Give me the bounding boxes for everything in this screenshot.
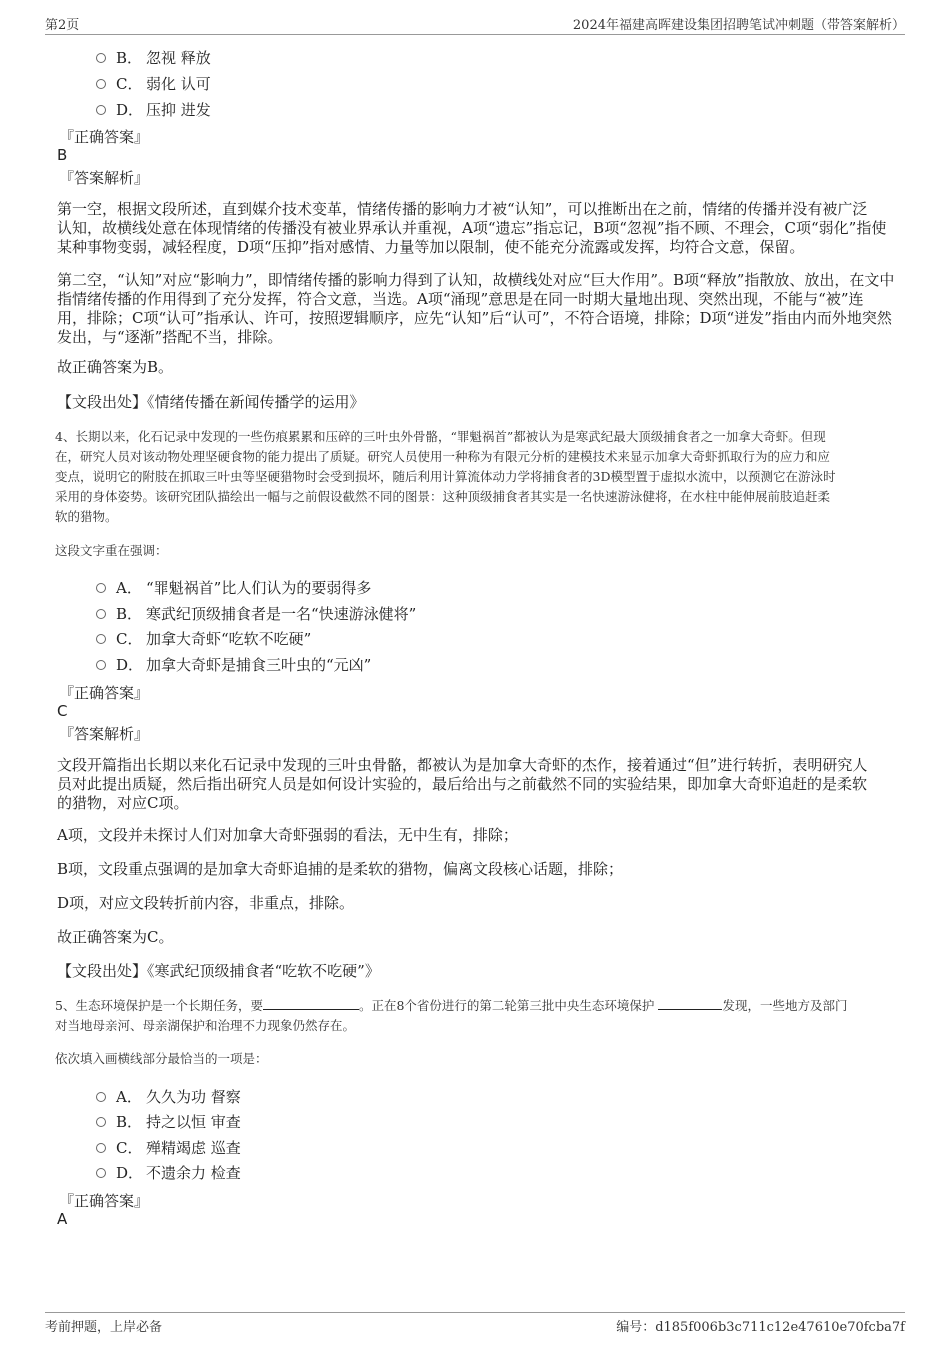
- footer-slogan: 考前押题，上岸必备: [45, 1320, 163, 1335]
- q5-option-b[interactable]: B． 持之以恒 审查: [96, 1111, 241, 1132]
- q4-analysis-d: D项，对应文段转折前内容，非重点，排除。: [57, 894, 355, 912]
- radio-icon[interactable]: [96, 1117, 106, 1127]
- document-title: 2024年福建高晖建设集团招聘笔试冲刺题（带答案解析）: [572, 18, 905, 33]
- document-code: 编号：d185f006b3c711c12e47610e70fcba7f: [616, 1320, 905, 1335]
- q3-option-d[interactable]: D． 压抑 进发: [96, 99, 211, 120]
- q5-option-a[interactable]: A． 久久为功 督察: [96, 1086, 241, 1107]
- blank-2: [658, 997, 722, 1010]
- q4-analysis-para-1: 文段开篇指出长期以来化石记录中发现的三叶虫骨骼，都被认为是加拿大奇虾的杰作，接着通过“但”进行转折，表明研究人 员对此提出质疑，然后指出研究人员是如何设计实验的，最后给出与之前截然不同的实验结果，即加拿大奇虾追赶的是柔软 的猎物，对应C项。: [57, 756, 868, 812]
- q4-source: 【文段出处】《寒武纪顶级捕食者“吃软不吃硬”》: [57, 962, 380, 980]
- radio-icon[interactable]: [96, 583, 106, 593]
- page-header: [45, 14, 905, 35]
- q3-option-b[interactable]: B． 忽视 释放: [96, 47, 211, 68]
- radio-icon[interactable]: [96, 1143, 106, 1153]
- q4-answer: C: [57, 702, 68, 720]
- q3-analysis-label: 『答案解析』: [59, 169, 150, 187]
- q5-option-d[interactable]: D． 不遗余力 检查: [96, 1162, 241, 1183]
- q3-answer: B: [57, 146, 68, 164]
- q3-analysis-para-2: 第二空，“认知”对应“影响力”，即情绪传播的影响力得到了认知，故横线处对应“巨大作用”。B项“释放”指散放、放出，在文中 指情绪传播的作用得到了充分发挥，符合文意，当选。A项“涌现”意思是在同一时期大量地出现、突然出现，不能与“被”连 用，排除；C项“认可”指承认、许可，按照逻辑顺序，应先“认知”后“认可”，不符合语境，排除；D项“迸发”指由内而外地突然 发出，与“逐渐”搭配不当，排除。: [57, 271, 895, 346]
- radio-icon[interactable]: [96, 1092, 106, 1102]
- radio-icon[interactable]: [96, 79, 106, 89]
- page-number: 第2页: [45, 18, 80, 33]
- page-footer: [45, 1312, 905, 1337]
- q3-option-c[interactable]: C． 弱化 认可: [96, 73, 211, 94]
- radio-icon[interactable]: [96, 105, 106, 115]
- q4-answer-label: 『正确答案』: [59, 684, 150, 702]
- q4-stem: 4、长期以来，化石记录中发现的一些伤痕累累和压碎的三叶虫外骨骼，“罪魁祸首”都被认为是寒武纪最大顶级捕食者之一加拿大奇虾。但现 在，研究人员对该动物处理坚硬食物的能力提出了质疑。研究人员使用一种称为有限元分析的建模技术来显示加拿大奇虾抓取行为的应力和应 变点，说明它的附肢在抓取三叶虫等坚硬猎物时会受到损坏，随后利用计算流体动力学将捕食者的3D模型置于虚拟水流中，以预测它在游泳时 采用的身体姿势。该研究团队描绘出一幅与之前假设截然不同的图景：这种顶级捕食者其实是一名快速游泳健将，在水柱中能伸展前肢追赶柔 软的猎物。: [55, 429, 836, 524]
- q3-answer-label: 『正确答案』: [59, 128, 150, 146]
- radio-icon[interactable]: [96, 609, 106, 619]
- q5-answer-label: 『正确答案』: [59, 1192, 150, 1210]
- q4-option-b[interactable]: B． 寒武纪顶级捕食者是一名“快速游泳健将”: [96, 603, 416, 624]
- q4-prompt: 这段文字重在强调：: [55, 543, 168, 558]
- q3-source: 【文段出处】《情绪传播在新闻传播学的运用》: [57, 393, 365, 411]
- q4-option-d[interactable]: D． 加拿大奇虾是捕食三叶虫的“元凶”: [96, 654, 371, 675]
- q5-answer: A: [57, 1210, 68, 1228]
- q4-option-a[interactable]: A． “罪魁祸首”比人们认为的要弱得多: [96, 577, 371, 598]
- blank-1: [263, 997, 359, 1010]
- q3-conclusion: 故正确答案为B。: [57, 358, 174, 376]
- radio-icon[interactable]: [96, 1168, 106, 1178]
- q4-analysis-b: B项，文段重点强调的是加拿大奇虾追捕的是柔软的猎物，偏离文段核心话题，排除；: [57, 860, 624, 878]
- q5-prompt: 依次填入画横线部分最恰当的一项是：: [55, 1051, 268, 1066]
- q4-analysis-label: 『答案解析』: [59, 725, 150, 743]
- q4-analysis-a: A项，文段并未探讨人们对加拿大奇虾强弱的看法，无中生有，排除；: [57, 826, 518, 844]
- q4-option-c[interactable]: C． 加拿大奇虾“吃软不吃硬”: [96, 628, 311, 649]
- radio-icon[interactable]: [96, 660, 106, 670]
- q4-conclusion: 故正确答案为C。: [57, 928, 174, 946]
- q5-stem: 5、生态环境保护是一个长期任务，要 。正在8个省份进行的第二轮第三批中央生态环境保护 发现，一些地方及部门 对当地母亲河、母亲湖保护和治理不力现象仍然存在。: [55, 998, 848, 1033]
- q3-analysis-para-1: 第一空，根据文段所述，直到媒介技术变革，情绪传播的影响力才被“认知”，可以推断出在之前，情绪的传播并没有被广泛 认知，故横线处意在体现情绪的传播没有被业界承认并重视，A项“遗忘”指忘记，B项“忽视”指不顾、不理会，C项“弱化”指使 某种事物变弱，减轻程度，D项“压抑”指对感情、力量等加以限制，使不能充分流露或发挥，均符合文意，保留。: [57, 200, 887, 256]
- q5-option-c[interactable]: C． 殚精竭虑 巡查: [96, 1137, 241, 1158]
- radio-icon[interactable]: [96, 634, 106, 644]
- radio-icon[interactable]: [96, 53, 106, 63]
